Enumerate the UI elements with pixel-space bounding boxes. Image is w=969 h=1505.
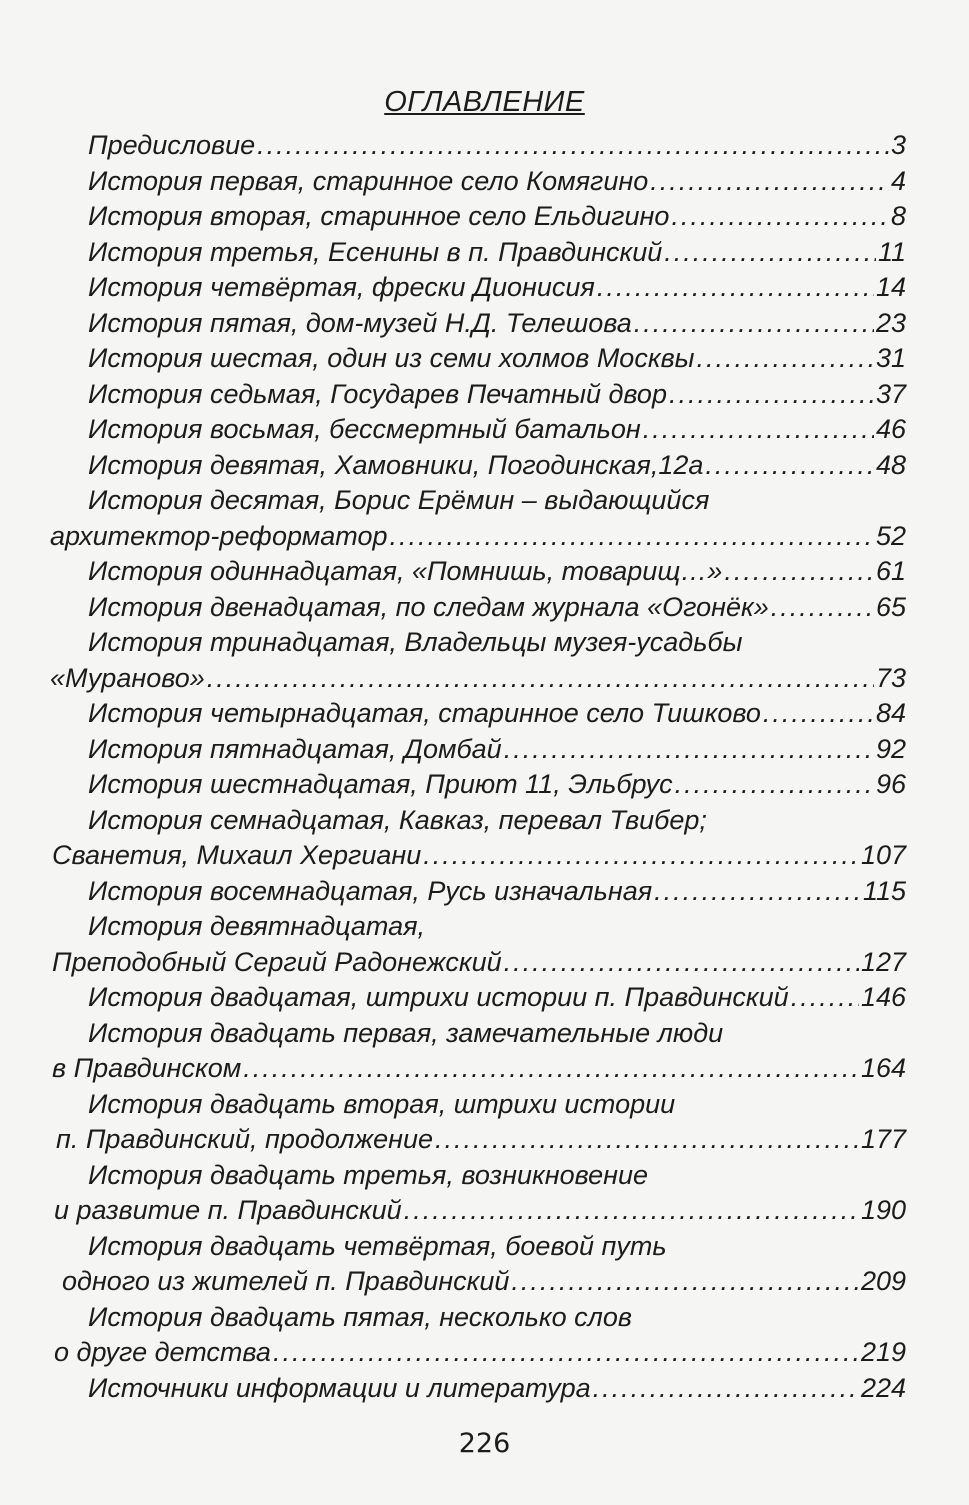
toc-entry [88, 377, 906, 411]
dot-leader [207, 661, 874, 695]
toc-entry-title: История шестнадцатая, Приют 11, Эльбрус [88, 769, 673, 799]
toc-entry-title: Преподобный Сергий Радонежский [52, 946, 502, 977]
toc-entry-page: 96 [875, 769, 906, 799]
toc-entry [88, 1087, 675, 1121]
toc-entry-title: История восьмая, бессмертный батальон [88, 414, 641, 444]
dot-leader [771, 590, 874, 624]
toc-entry-title: История седьмая, Государев Печатный двор [88, 378, 667, 409]
toc-entry-title: История пятая, дом-музей Н.Д. Телешова [88, 307, 632, 338]
toc-entry-title: История шестая, один из семи холмов Москвы [88, 343, 695, 373]
toc-entry [88, 128, 906, 162]
toc-entry-title: в Правдинском [52, 1053, 242, 1083]
toc-entry [50, 519, 906, 553]
toc-entry-page: 14 [875, 272, 906, 302]
dot-leader [423, 838, 859, 872]
toc-entry-page: 177 [860, 1124, 906, 1154]
toc-entry [88, 448, 906, 482]
toc-entry-page: 11 [877, 236, 906, 267]
toc-entry-title: Сванетия, Михаил Хергиани [52, 840, 422, 870]
toc-entry-page: 61 [875, 556, 906, 586]
toc-entry [88, 164, 906, 198]
toc-entry [52, 1051, 906, 1085]
dot-leader [697, 341, 874, 375]
dot-leader [654, 874, 861, 908]
toc-entry-title: История десятая, Борис Ерёмин – выдающийся [88, 485, 710, 515]
dot-leader [671, 199, 889, 233]
dot-leader [650, 164, 889, 198]
toc-entry-title: История двадцать первая, замечательные люди [88, 1017, 724, 1048]
dot-leader [664, 235, 876, 269]
toc-entry-page: 219 [860, 1337, 906, 1367]
toc-entry [88, 199, 906, 233]
toc-entry-page: 37 [875, 378, 906, 409]
toc-entry [88, 341, 906, 375]
dot-leader [724, 554, 874, 588]
toc-entry-title: История девятнадцатая, [88, 911, 426, 941]
toc-entry-title: Предисловие [88, 130, 256, 160]
toc-entry [88, 1158, 648, 1192]
toc-entry-page: 209 [860, 1266, 906, 1296]
toc-entry [88, 767, 906, 801]
toc-entry-page: 92 [875, 733, 906, 764]
toc-entry-page: 31 [875, 343, 906, 373]
toc-entry [88, 696, 906, 730]
toc-entry-page: 3 [890, 130, 906, 160]
toc-entry-title: История двадцать вторая, штрихи истории [88, 1088, 676, 1119]
toc-entry [56, 1122, 906, 1156]
toc-entry [54, 1335, 906, 1369]
toc-entry [52, 838, 906, 872]
toc-entry [88, 980, 906, 1014]
toc-entry [54, 1193, 906, 1227]
toc-entry-title: История двадцатая, штрихи истории п. Правдинский [88, 982, 789, 1012]
toc-entry-title: История двенадцатая, по следам журнала «Огонёк» [88, 591, 769, 622]
toc-entry [50, 661, 906, 695]
toc-entry-page: 84 [875, 698, 906, 728]
toc-entry [88, 412, 906, 446]
toc-entry [88, 909, 425, 943]
dot-leader [257, 128, 889, 162]
dot-leader [390, 519, 874, 553]
dot-leader [669, 377, 874, 411]
toc-entry-title: одного из жителей п. Правдинский [62, 1266, 510, 1296]
dot-leader [763, 696, 874, 730]
toc-entry [88, 270, 906, 304]
dot-leader [705, 448, 874, 482]
dot-leader [511, 1264, 859, 1298]
dot-leader [597, 270, 874, 304]
toc-entry-page: 46 [875, 414, 906, 444]
toc-entry-page: 107 [860, 840, 906, 870]
toc-entry-title: о друге детства [54, 1337, 271, 1367]
toc-entry [88, 306, 906, 340]
toc-entry-title: История вторая, старинное село Ельдигино [88, 201, 670, 231]
toc-entry-page: 23 [875, 307, 906, 338]
toc-entry [88, 803, 707, 837]
toc-entry-title: «Мураново» [50, 662, 205, 693]
dot-leader [643, 412, 874, 446]
toc-entry-page: 73 [875, 662, 906, 693]
toc-entry-page: 127 [860, 946, 906, 977]
toc-entry-title: и развитие п. Правдинский [54, 1195, 402, 1225]
toc-entry-title: История первая, старинное село Комягино [88, 165, 649, 196]
toc-entry-page: 4 [890, 165, 906, 196]
toc-entry-title: История одиннадцатая, «Помнишь, товарищ…» [88, 556, 723, 586]
toc-entry-title: История четырнадцатая, старинное село Тишково [88, 698, 761, 728]
toc-entry-title: История двадцать пятая, несколько слов [88, 1301, 632, 1332]
toc-entry-title: История пятнадцатая, Домбай [88, 733, 502, 764]
toc-entry [88, 732, 906, 766]
toc-entry [88, 1300, 632, 1334]
toc-entry [88, 554, 906, 588]
toc-entry [88, 1229, 667, 1263]
toc-entry-page: 224 [860, 1372, 906, 1403]
toc-heading: ОГЛАВЛЕНИЕ [384, 86, 585, 118]
toc-entry-title: История девятая, Хамовники, Погодинская,12а [88, 449, 704, 480]
toc-entry [88, 235, 906, 269]
toc-entry-page: 48 [875, 449, 906, 480]
toc-entry-page: 115 [862, 875, 906, 906]
dot-leader [504, 732, 874, 766]
dot-leader [791, 980, 859, 1014]
dot-leader [435, 1122, 859, 1156]
toc-entry [88, 483, 709, 517]
toc-entry-page: 146 [860, 982, 906, 1012]
dot-leader [675, 767, 874, 801]
dot-leader [504, 945, 859, 979]
toc-entry [88, 1371, 906, 1405]
toc-entry-title: История восемнадцатая, Русь изначальная [88, 875, 653, 906]
toc-entry-title: История третья, Есенины в п. Правдинский [88, 236, 663, 267]
dot-leader [243, 1051, 859, 1085]
toc-entry [88, 625, 743, 659]
toc-entry [88, 874, 906, 908]
dot-leader [404, 1193, 859, 1227]
toc-entry [88, 590, 906, 624]
toc-entry-title: История тринадцатая, Владельцы музея-усадьбы [88, 627, 743, 657]
dot-leader [634, 306, 874, 340]
toc-entry [62, 1264, 906, 1298]
toc-entry [88, 1016, 723, 1050]
toc-entry-title: История четвёртая, фрески Дионисия [88, 272, 595, 302]
page-number: 226 [458, 1428, 511, 1459]
toc-entry-page: 164 [860, 1053, 906, 1083]
toc-entry-page: 190 [860, 1195, 906, 1225]
toc-entry-page: 8 [890, 201, 906, 231]
dot-leader [273, 1335, 859, 1369]
toc-entry-page: 65 [875, 591, 906, 622]
toc-entry-title: История двадцать четвёртая, боевой путь [88, 1230, 667, 1261]
toc-entry-title: История семнадцатая, Кавказ, перевал Твибер; [88, 804, 707, 835]
toc-entry [52, 945, 906, 979]
toc-entry-title: п. Правдинский, продолжение [56, 1124, 433, 1154]
toc-entry-title: Источники информации и литература [88, 1372, 591, 1403]
toc-entry-page: 52 [875, 520, 906, 551]
toc-entry-title: архитектор-реформатор [50, 520, 388, 551]
toc-entry-title: История двадцать третья, возникновение [88, 1159, 648, 1190]
dot-leader [593, 1371, 859, 1405]
